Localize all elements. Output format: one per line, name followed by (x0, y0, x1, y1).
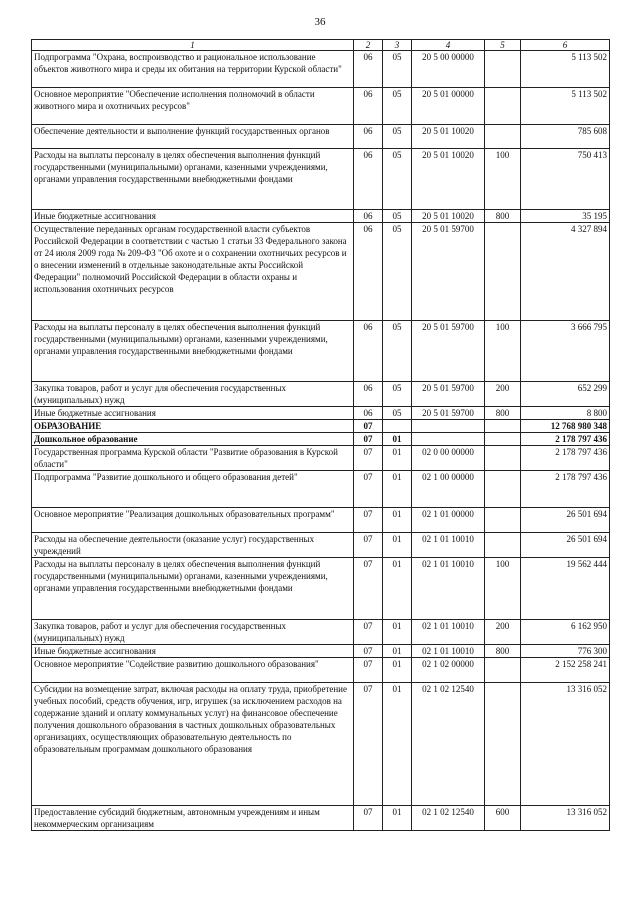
cell-expense-type (485, 420, 521, 433)
cell-target-article: 02 1 02 12540 (412, 683, 485, 806)
cell-name: Предоставление субсидий бюджетным, автономным учреждениям и иным некоммерческим организациям (32, 806, 354, 831)
cell-subsection: 05 (383, 210, 412, 223)
cell-name: Основное мероприятие "Реализация дошкольных образовательных программ" (32, 508, 354, 533)
cell-section: 07 (354, 508, 383, 533)
cell-expense-type (485, 223, 521, 321)
header-col-expense-type: 5 (485, 40, 521, 51)
cell-expense-type (485, 433, 521, 446)
cell-name: Подпрограмма "Охрана, воспроизводство и рациональное использование объектов животного мира и среды их обитания на территории Курской области" (32, 51, 354, 88)
budget-table (31, 39, 610, 831)
cell-name: Обеспечение деятельности и выполнение функций государственных органов (32, 125, 354, 149)
cell-target-article: 02 1 01 10010 (412, 645, 485, 658)
cell-section: 07 (354, 471, 383, 508)
cell-name: Иные бюджетные ассигнования (32, 407, 354, 420)
header-col-subsection: 3 (383, 40, 412, 51)
cell-amount: 785 608 (521, 125, 610, 149)
cell-expense-type: 600 (485, 806, 521, 831)
table-row (32, 558, 610, 620)
cell-amount: 5 113 502 (521, 88, 610, 125)
cell-target-article: 02 0 00 00000 (412, 446, 485, 471)
cell-name: Дошкольное образование (32, 433, 354, 446)
cell-subsection: 05 (383, 382, 412, 407)
cell-amount: 2 152 258 241 (521, 658, 610, 683)
cell-section: 06 (354, 382, 383, 407)
cell-amount: 8 800 (521, 407, 610, 420)
cell-expense-type (485, 51, 521, 88)
cell-name: Расходы на выплаты персоналу в целях обеспечения выполнения функций государственными (муниципальными) органами, казенными учреждениями, органами управления государственными внебюджетными фондами (32, 149, 354, 210)
cell-section: 07 (354, 446, 383, 471)
table-row (32, 420, 610, 433)
cell-target-article: 02 1 01 10010 (412, 533, 485, 558)
cell-name: Расходы на выплаты персоналу в целях обеспечения выполнения функций государственными (муниципальными) органами, казенными учреждениями, органами управления государственными внебюджетными фондами (32, 321, 354, 382)
cell-target-article: 20 5 01 59700 (412, 382, 485, 407)
table-row (32, 210, 610, 223)
cell-name: Осуществление переданных органам государственной власти субъектов Российской Федерации в соответствии с частью 1 статьи 33 Федерального закона от 24 июля 2009 года № 209-ФЗ "Об охоте и о сохранении охотничьих ресурсов и о внесении изменений в отдельные законодательные акты Российской Федерации" полномочий Российской Федерации в области охраны и использования охотничьих ресурсов (32, 223, 354, 321)
table-row (32, 658, 610, 683)
table-row (32, 223, 610, 321)
header-col-name: 1 (32, 40, 354, 51)
cell-subsection: 01 (383, 806, 412, 831)
cell-subsection: 05 (383, 407, 412, 420)
cell-target-article: 20 5 01 59700 (412, 223, 485, 321)
cell-target-article: 02 1 02 00000 (412, 658, 485, 683)
cell-amount: 35 195 (521, 210, 610, 223)
cell-target-article: 02 1 01 10010 (412, 558, 485, 620)
table-row (32, 508, 610, 533)
table-row (32, 533, 610, 558)
cell-target-article: 02 1 01 00000 (412, 508, 485, 533)
cell-name: Государственная программа Курской области "Развитие образования в Курской области" (32, 446, 354, 471)
cell-amount: 13 316 052 (521, 683, 610, 806)
cell-amount: 2 178 797 436 (521, 433, 610, 446)
cell-expense-type: 800 (485, 210, 521, 223)
cell-expense-type: 100 (485, 558, 521, 620)
table-row (32, 645, 610, 658)
cell-name: Основное мероприятие "Обеспечение исполнения полномочий в области животного мира и охотничьих ресурсов" (32, 88, 354, 125)
cell-name: Закупка товаров, работ и услуг для обеспечения государственных (муниципальных) нужд (32, 620, 354, 645)
cell-subsection: 01 (383, 471, 412, 508)
cell-section: 07 (354, 533, 383, 558)
cell-section: 06 (354, 407, 383, 420)
table-row (32, 407, 610, 420)
cell-expense-type: 100 (485, 321, 521, 382)
cell-name: Подпрограмма "Развитие дошкольного и общего образования детей" (32, 471, 354, 508)
cell-subsection: 01 (383, 658, 412, 683)
cell-amount: 6 162 950 (521, 620, 610, 645)
table-row (32, 125, 610, 149)
header-col-section: 2 (354, 40, 383, 51)
cell-expense-type (485, 658, 521, 683)
cell-name: Расходы на обеспечение деятельности (оказание услуг) государственных учреждений (32, 533, 354, 558)
cell-section: 07 (354, 683, 383, 806)
header-col-target-article: 4 (412, 40, 485, 51)
cell-amount: 2 178 797 436 (521, 471, 610, 508)
cell-subsection: 01 (383, 620, 412, 645)
cell-expense-type (485, 125, 521, 149)
cell-amount: 3 666 795 (521, 321, 610, 382)
cell-subsection: 01 (383, 533, 412, 558)
cell-amount: 652 299 (521, 382, 610, 407)
cell-subsection: 01 (383, 683, 412, 806)
cell-amount: 19 562 444 (521, 558, 610, 620)
table-header-row (32, 40, 610, 51)
table-row (32, 149, 610, 210)
cell-target-article (412, 433, 485, 446)
cell-expense-type (485, 533, 521, 558)
table-row (32, 382, 610, 407)
table-row (32, 683, 610, 806)
cell-target-article: 02 1 02 12540 (412, 806, 485, 831)
cell-target-article: 20 5 01 59700 (412, 321, 485, 382)
cell-amount: 776 300 (521, 645, 610, 658)
cell-section: 07 (354, 645, 383, 658)
cell-section: 06 (354, 321, 383, 382)
cell-target-article: 20 5 01 00000 (412, 88, 485, 125)
cell-target-article: 20 5 01 10020 (412, 149, 485, 210)
cell-amount: 4 327 894 (521, 223, 610, 321)
cell-name: Субсидии на возмещение затрат, включая расходы на оплату труда, приобретение учебных пособий, средств обучения, игр, игрушек (за исключением расходов на содержание зданий и оплату коммунальных услуг) на финансовое обеспечение получения дошкольного образования в частных дошкольных образовательных организациях, осуществляющих образовательную деятельность по образовательным программам дошкольного образования (32, 683, 354, 806)
cell-expense-type (485, 508, 521, 533)
cell-subsection: 05 (383, 125, 412, 149)
cell-amount: 2 178 797 436 (521, 446, 610, 471)
cell-amount: 26 501 694 (521, 533, 610, 558)
table-row (32, 88, 610, 125)
table-row (32, 51, 610, 88)
cell-section: 06 (354, 149, 383, 210)
cell-section: 07 (354, 658, 383, 683)
cell-section: 06 (354, 51, 383, 88)
page-number: 36 (314, 16, 326, 28)
cell-section: 07 (354, 420, 383, 433)
table-row (32, 620, 610, 645)
cell-target-article: 20 5 01 10020 (412, 210, 485, 223)
cell-target-article (412, 420, 485, 433)
table-row (32, 471, 610, 508)
cell-name: ОБРАЗОВАНИЕ (32, 420, 354, 433)
table-row (32, 806, 610, 831)
cell-target-article: 20 5 00 00000 (412, 51, 485, 88)
cell-expense-type (485, 683, 521, 806)
cell-amount: 750 413 (521, 149, 610, 210)
cell-subsection: 05 (383, 321, 412, 382)
table-row (32, 446, 610, 471)
cell-amount: 13 316 052 (521, 806, 610, 831)
cell-section: 07 (354, 806, 383, 831)
cell-section: 07 (354, 433, 383, 446)
cell-subsection: 01 (383, 645, 412, 658)
cell-amount: 5 113 502 (521, 51, 610, 88)
header-col-amount: 6 (521, 40, 610, 51)
cell-subsection: 01 (383, 433, 412, 446)
cell-subsection (383, 420, 412, 433)
cell-subsection: 01 (383, 558, 412, 620)
cell-amount: 26 501 694 (521, 508, 610, 533)
table-body (32, 51, 610, 831)
cell-target-article: 02 1 01 10010 (412, 620, 485, 645)
cell-expense-type: 200 (485, 382, 521, 407)
cell-subsection: 05 (383, 149, 412, 210)
cell-expense-type (485, 446, 521, 471)
cell-expense-type: 100 (485, 149, 521, 210)
cell-name: Иные бюджетные ассигнования (32, 645, 354, 658)
cell-expense-type (485, 88, 521, 125)
cell-subsection: 05 (383, 88, 412, 125)
cell-target-article: 20 5 01 59700 (412, 407, 485, 420)
cell-section: 07 (354, 620, 383, 645)
cell-section: 07 (354, 558, 383, 620)
cell-amount: 12 768 980 348 (521, 420, 610, 433)
cell-section: 06 (354, 223, 383, 321)
cell-section: 06 (354, 210, 383, 223)
table-row (32, 433, 610, 446)
cell-name: Закупка товаров, работ и услуг для обеспечения государственных (муниципальных) нужд (32, 382, 354, 407)
cell-section: 06 (354, 88, 383, 125)
cell-expense-type: 800 (485, 407, 521, 420)
cell-section: 06 (354, 125, 383, 149)
cell-subsection: 01 (383, 508, 412, 533)
cell-subsection: 01 (383, 446, 412, 471)
cell-name: Основное мероприятие "Содействие развитию дошкольного образования" (32, 658, 354, 683)
cell-subsection: 05 (383, 51, 412, 88)
cell-name: Расходы на выплаты персоналу в целях обеспечения выполнения функций государственными (муниципальными) органами, казенными учреждениями, органами управления государственными внебюджетными фондами (32, 558, 354, 620)
cell-subsection: 05 (383, 223, 412, 321)
cell-target-article: 20 5 01 10020 (412, 125, 485, 149)
cell-expense-type (485, 471, 521, 508)
cell-expense-type: 800 (485, 645, 521, 658)
cell-name: Иные бюджетные ассигнования (32, 210, 354, 223)
cell-expense-type: 200 (485, 620, 521, 645)
cell-target-article: 02 1 00 00000 (412, 471, 485, 508)
table-row (32, 321, 610, 382)
